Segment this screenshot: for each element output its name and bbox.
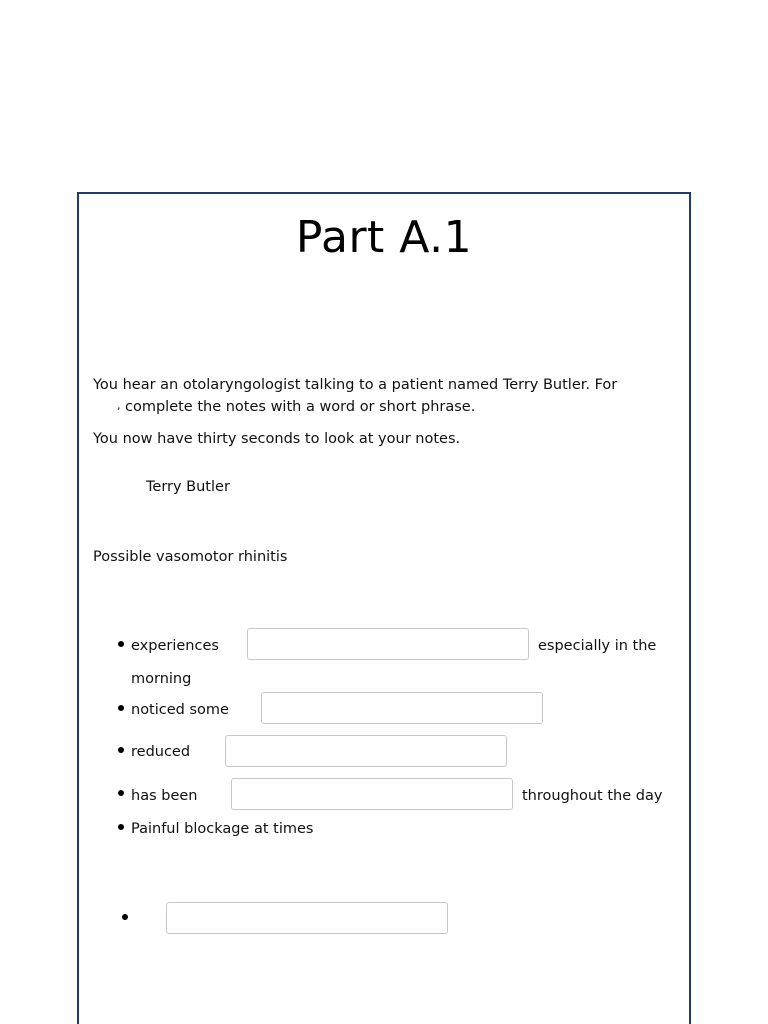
intro-line-2: complete the notes with a word or short phrase. — [125, 399, 476, 415]
answer-4-input[interactable] — [231, 778, 513, 810]
diagnosis-heading: Possible vasomotor rhinitis — [93, 549, 288, 565]
note-4-label: has been — [131, 788, 198, 804]
note-1-wrap: morning — [131, 671, 192, 687]
note-4-suffix: throughout the day — [522, 788, 663, 804]
note-1-suffix: especially in the — [538, 638, 657, 654]
bullet-icon — [118, 747, 124, 753]
patient-name: Terry Butler — [146, 479, 230, 495]
answer-2-input[interactable] — [261, 692, 543, 724]
note-1-label: experiences — [131, 638, 219, 654]
answer-5-input[interactable] — [166, 902, 448, 934]
bullet-icon — [118, 705, 124, 711]
note-3-label: reduced — [131, 744, 191, 760]
question-frame — [77, 192, 691, 1024]
bullet-icon — [118, 824, 124, 830]
intro-line-3: You now have thirty seconds to look at your notes. — [93, 431, 461, 447]
answer-1-input[interactable] — [247, 628, 529, 660]
note-5-text: Painful blockage at times — [131, 821, 314, 837]
note-2-label: noticed some — [131, 702, 229, 718]
bullet-icon — [118, 790, 124, 796]
bullet-icon — [118, 641, 124, 647]
bullet-icon — [122, 914, 128, 920]
intro-line-1: You hear an otolaryngologist talking to a patient named Terry Butler. For — [93, 377, 618, 393]
intro-line-2-mark: , — [117, 399, 121, 412]
page-title: Part A.1 — [295, 212, 473, 263]
answer-3-input[interactable] — [225, 735, 507, 767]
